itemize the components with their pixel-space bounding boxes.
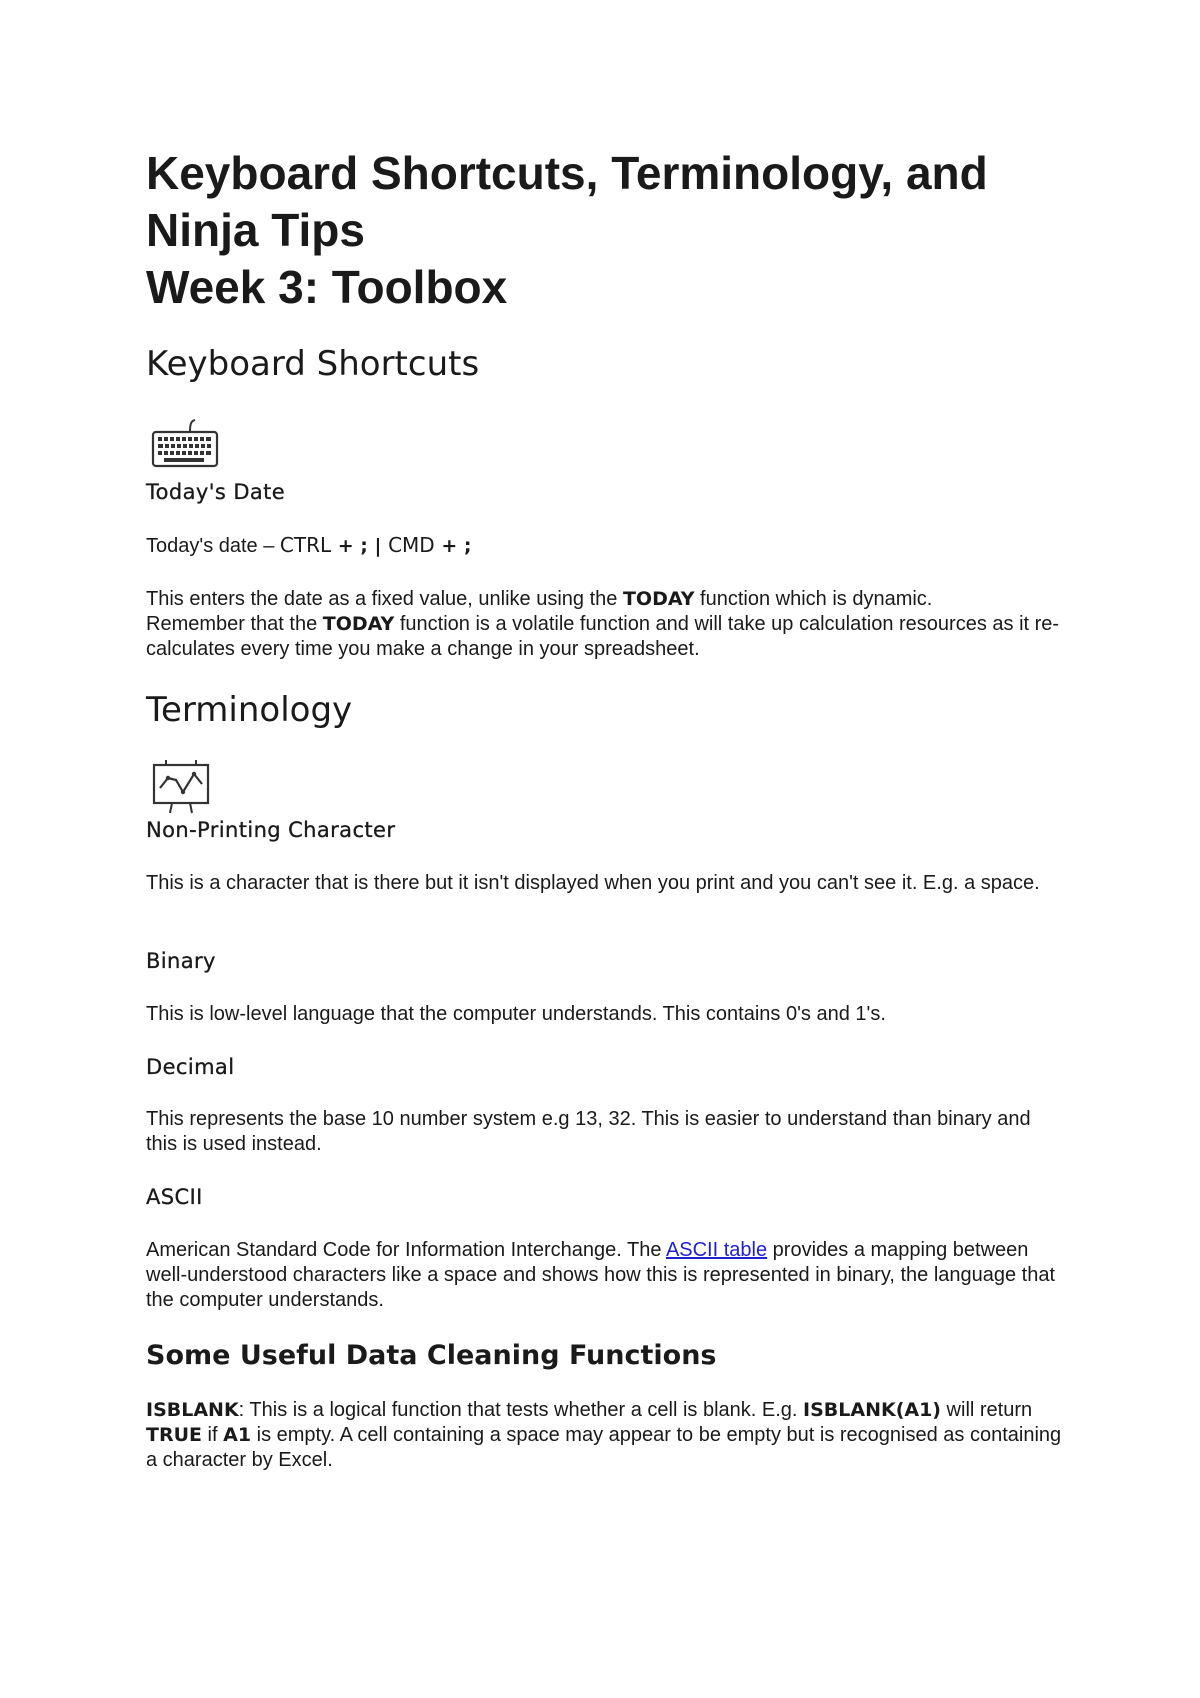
term-definition: This represents the base 10 number system e.g 13, 32. This is easier to understand than binary and this is used instead. (146, 1108, 1031, 1155)
ascii-table-link[interactable]: ASCII table (665, 1239, 768, 1261)
page-title-line-3: Week 3: Toolbox (146, 261, 508, 313)
todays-date-heading: Today's Date (146, 480, 286, 504)
todays-date-description: This enters the date as a fixed value, unlike using the TODAY function which is dynamic. Remember that the TODAY function is a volatile function and will take up calculation resources as it re-calculates every time you make a change in your spreadsheet. (146, 588, 1060, 660)
page-title-line-1: Keyboard Shortcuts, Terminology, and (146, 147, 988, 199)
todays-date-shortcut: Today's date – CTRL + ; | CMD + ; (146, 533, 472, 557)
cmd-key: CMD (388, 533, 435, 557)
function-name: ISBLANK (146, 1399, 239, 1421)
term-definition: This is a character that is there but it isn't displayed when you print and you can't see it. E.g. a space. (146, 872, 1040, 894)
today-keyword: TODAY (622, 588, 695, 610)
term-heading: Decimal (146, 1055, 235, 1079)
today-keyword: TODAY (322, 613, 395, 635)
terminology-heading: Terminology (146, 690, 353, 730)
keyboard-shortcuts-heading: Keyboard Shortcuts (146, 344, 480, 384)
term-heading: ASCII (146, 1185, 203, 1209)
page-title-line-2: Ninja Tips (146, 204, 365, 256)
ctrl-key: CTRL (279, 533, 332, 557)
term-definition: American Standard Code for Information Interchange. The ASCII table provides a mapping between well-understood characters like a space and shows how this is represented in binary, the language that the computer understands. (146, 1239, 1056, 1311)
presentation-chart-icon (150, 758, 212, 816)
term-definition: This is low-level language that the computer understands. This contains 0's and 1's. (146, 1003, 886, 1025)
term-heading: Non-Printing Character (146, 818, 396, 842)
page-title (146, 145, 1066, 316)
function-example: ISBLANK(A1) (803, 1399, 941, 1421)
keyboard-icon (150, 418, 220, 470)
term-heading: Binary (146, 949, 216, 973)
data-cleaning-functions-heading: Some Useful Data Cleaning Functions (146, 1340, 717, 1371)
isblank-description: ISBLANK: This is a logical function that tests whether a cell is blank. E.g. ISBLANK(A1) will return TRUE if A1 is empty. A cell containing a space may appear to be empty but is recognised as containing a character by Excel. (146, 1399, 1062, 1471)
